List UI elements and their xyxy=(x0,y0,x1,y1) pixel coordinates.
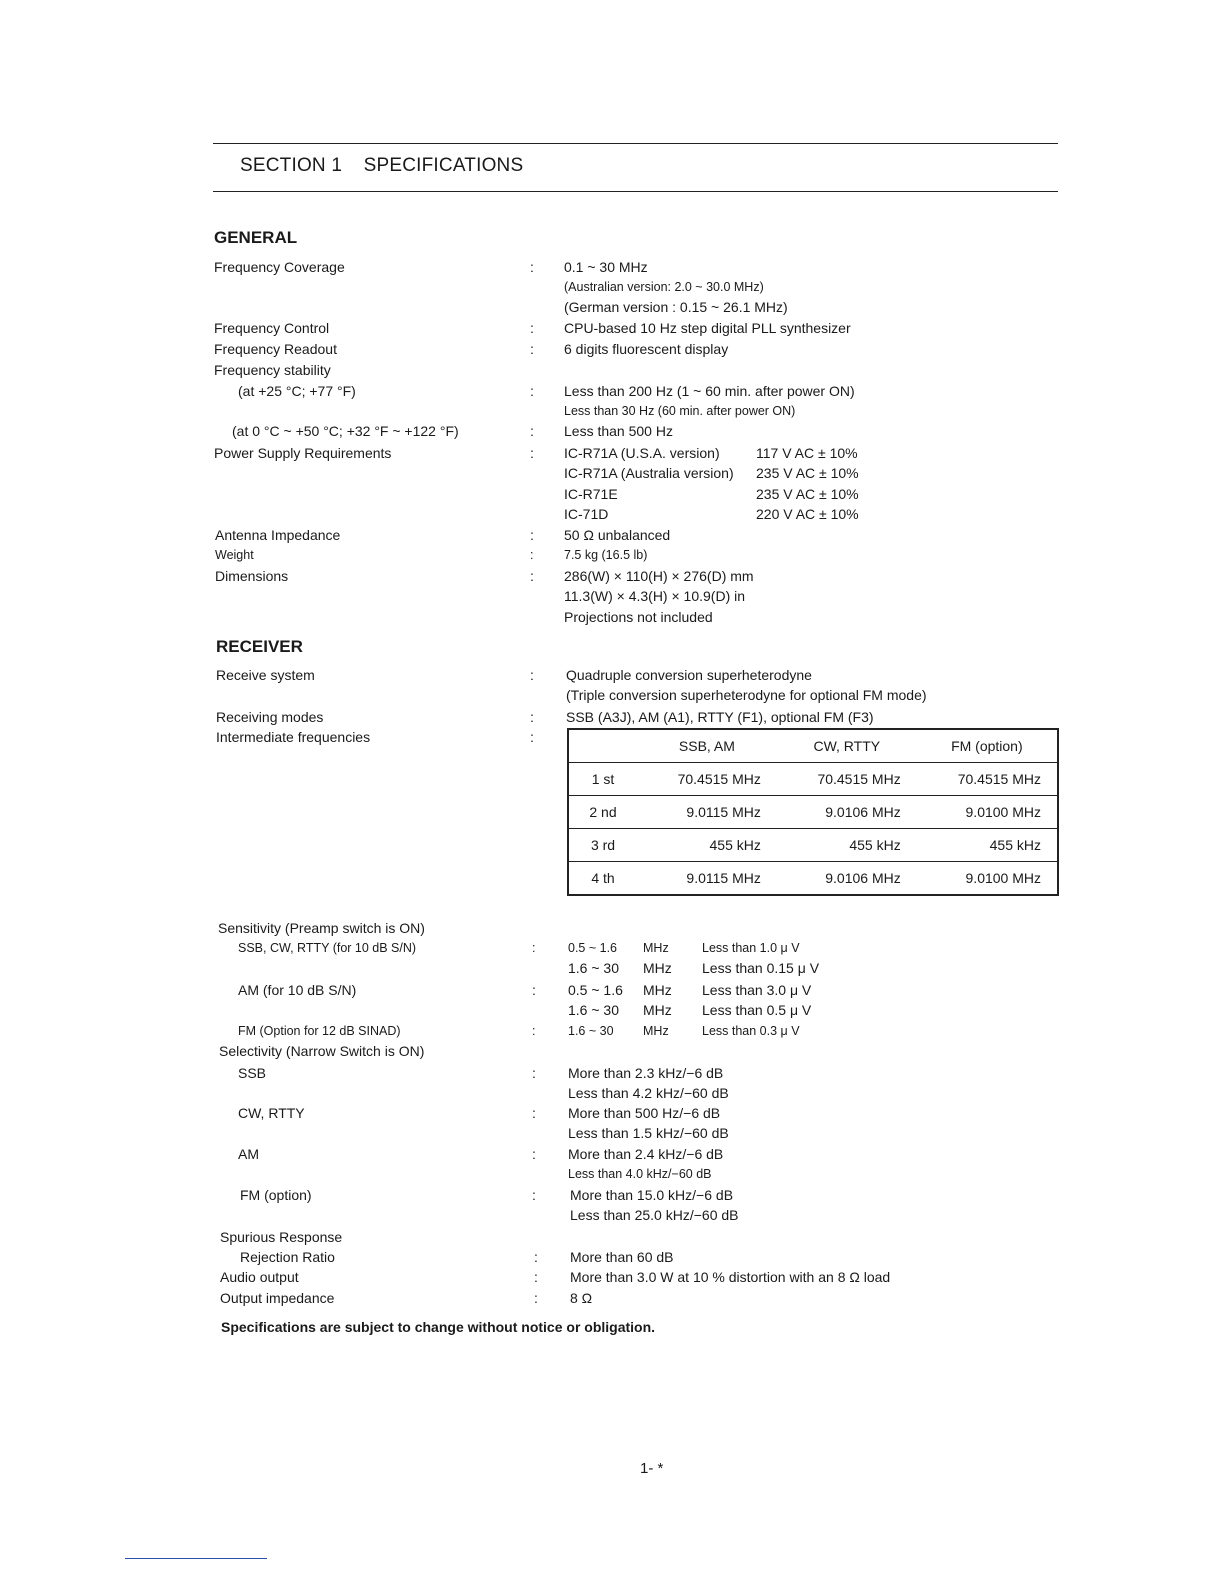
sens-unit: MHz xyxy=(643,982,672,998)
spec-label: Frequency Coverage xyxy=(214,259,345,275)
spec-value: (Triple conversion superheterodyne for optional FM mode) xyxy=(566,687,927,703)
if-value-cell: 70.4515 MHz xyxy=(777,763,917,796)
sens-value: Less than 0.15 μ V xyxy=(702,960,820,976)
spec-label: FM (Option for 12 dB SINAD) xyxy=(238,1024,401,1038)
spec-label: Intermediate frequencies xyxy=(216,729,371,745)
if-value-cell: 9.0106 MHz xyxy=(777,796,917,829)
if-stage-cell: 2 nd xyxy=(568,796,637,829)
spec-value: More than 60 dB xyxy=(570,1249,674,1265)
colon: : xyxy=(530,667,534,683)
if-table xyxy=(567,728,1059,896)
spec-label: CW, RTTY xyxy=(238,1105,305,1121)
if-header-cell: SSB, AM xyxy=(637,729,777,763)
spec-value: (German version : 0.15 ~ 26.1 MHz) xyxy=(564,299,788,315)
spec-label: AM xyxy=(238,1146,259,1162)
spec-label: Weight xyxy=(215,548,254,562)
spec-label: (at +25 °C; +77 °F) xyxy=(238,383,356,399)
section-heading: SPECIFICATIONS xyxy=(363,155,524,176)
if-value-cell: 9.0106 MHz xyxy=(777,862,917,896)
spec-value: Less than 500 Hz xyxy=(564,423,673,439)
colon: : xyxy=(532,1024,536,1038)
spec-label: Frequency Readout xyxy=(214,341,337,357)
sens-range: 0.5 ~ 1.6 xyxy=(568,982,623,998)
bottom-rule xyxy=(213,191,1058,192)
if-value-cell: 9.0115 MHz xyxy=(637,862,777,896)
spec-value: 50 Ω unbalanced xyxy=(564,527,671,543)
spec-value: More than 2.3 kHz/−6 dB xyxy=(568,1065,724,1081)
if-stage-cell: 4 th xyxy=(568,862,637,896)
spec-label: Sensitivity (Preamp switch is ON) xyxy=(218,920,425,936)
sens-value: Less than 1.0 μ V xyxy=(702,941,800,955)
if-table-header xyxy=(568,729,1058,763)
sens-unit: MHz xyxy=(643,1024,669,1038)
spec-label: Receiving modes xyxy=(216,709,324,725)
spec-value: (Australian version: 2.0 ~ 30.0 MHz) xyxy=(564,280,764,294)
spec-value: SSB (A3J), AM (A1), RTTY (F1), optional FM (F3) xyxy=(566,709,874,725)
sens-value: Less than 0.5 μ V xyxy=(702,1002,812,1018)
spec-label: (at 0 °C ~ +50 °C; +32 °F ~ +122 °F) xyxy=(232,423,459,439)
spec-value: CPU-based 10 Hz step digital PLL synthesizer xyxy=(564,320,851,336)
spec-value: More than 2.4 kHz/−6 dB xyxy=(568,1146,724,1162)
if-value-cell: 70.4515 MHz xyxy=(637,763,777,796)
colon: : xyxy=(532,1187,536,1203)
colon: : xyxy=(530,423,534,439)
if-header-cell xyxy=(568,729,637,763)
sens-value: Less than 0.3 μ V xyxy=(702,1024,800,1038)
spec-value: 11.3(W) × 4.3(H) × 10.9(D) in xyxy=(564,588,746,604)
spec-label: AM (for 10 dB S/N) xyxy=(238,982,357,998)
if-value-cell: 455 kHz xyxy=(777,829,917,862)
colon: : xyxy=(530,320,534,336)
colon: : xyxy=(530,548,534,562)
receiver-heading: RECEIVER xyxy=(216,637,303,656)
spec-value: Less than 30 Hz (60 min. after power ON) xyxy=(564,404,796,418)
colon: : xyxy=(530,445,534,461)
power-voltage: 235 V AC ± 10% xyxy=(756,465,859,481)
colon: : xyxy=(530,527,534,543)
spec-label: Receive system xyxy=(216,667,315,683)
power-voltage: 235 V AC ± 10% xyxy=(756,486,859,502)
sens-unit: MHz xyxy=(643,1002,672,1018)
colon: : xyxy=(534,1290,538,1306)
colon: : xyxy=(532,1146,536,1162)
spec-label: Power Supply Requirements xyxy=(214,445,392,461)
power-model: IC-71D xyxy=(564,506,609,522)
disclaimer-note: Specifications are subject to change without notice or obligation. xyxy=(221,1319,656,1335)
colon: : xyxy=(530,568,534,584)
sens-range: 1.6 ~ 30 xyxy=(568,1024,614,1038)
page-number: 1- * xyxy=(640,1460,664,1477)
spec-value: 286(W) × 110(H) × 276(D) mm xyxy=(564,568,754,584)
footer-line xyxy=(125,1558,267,1559)
spec-label: Audio output xyxy=(220,1269,299,1285)
if-value-cell: 9.0100 MHz xyxy=(917,796,1058,829)
section-number: SECTION 1 xyxy=(240,155,343,176)
power-voltage: 220 V AC ± 10% xyxy=(756,506,859,522)
colon: : xyxy=(530,709,534,725)
spec-value: Less than 25.0 kHz/−60 dB xyxy=(570,1207,739,1223)
if-header-cell: FM (option) xyxy=(917,729,1058,763)
colon: : xyxy=(534,1249,538,1265)
sens-range: 1.6 ~ 30 xyxy=(568,960,619,976)
colon: : xyxy=(532,1105,536,1121)
spec-label: Rejection Ratio xyxy=(240,1249,335,1265)
spec-value: 0.1 ~ 30 MHz xyxy=(564,259,648,275)
spec-label: SSB, CW, RTTY (for 10 dB S/N) xyxy=(238,941,417,955)
if-value-cell: 455 kHz xyxy=(637,829,777,862)
power-voltage: 117 V AC ± 10% xyxy=(756,445,858,461)
spec-label: Dimensions xyxy=(215,568,289,584)
spec-value: Less than 200 Hz (1 ~ 60 min. after power ON) xyxy=(564,383,855,399)
spec-value: Less than 4.0 kHz/−60 dB xyxy=(568,1167,712,1181)
spec-value: 6 digits fluorescent display xyxy=(564,341,729,357)
if-value-cell: 9.0100 MHz xyxy=(917,862,1058,896)
spec-label: Antenna Impedance xyxy=(215,527,341,543)
spec-value: 7.5 kg (16.5 lb) xyxy=(564,548,648,562)
table-row xyxy=(568,829,1058,862)
general-heading: GENERAL xyxy=(214,228,298,247)
spec-label: Output impedance xyxy=(220,1290,335,1306)
colon: : xyxy=(534,1269,538,1285)
spec-value: Less than 4.2 kHz/−60 dB xyxy=(568,1085,729,1101)
colon: : xyxy=(530,341,534,357)
sens-range: 1.6 ~ 30 xyxy=(568,1002,619,1018)
sens-value: Less than 3.0 μ V xyxy=(702,982,812,998)
spec-label: Selectivity (Narrow Switch is ON) xyxy=(219,1043,425,1059)
spec-value: More than 500 Hz/−6 dB xyxy=(568,1105,721,1121)
colon: : xyxy=(532,982,536,998)
sens-unit: MHz xyxy=(643,941,669,955)
table-row xyxy=(568,763,1058,796)
sens-range: 0.5 ~ 1.6 xyxy=(568,941,617,955)
power-model: IC-R71E xyxy=(564,486,618,502)
if-value-cell: 9.0115 MHz xyxy=(637,796,777,829)
colon: : xyxy=(532,941,536,955)
spec-value: 8 Ω xyxy=(570,1290,593,1306)
spec-value: More than 15.0 kHz/−6 dB xyxy=(570,1187,734,1203)
if-value-cell: 70.4515 MHz xyxy=(917,763,1058,796)
spec-label: FM (option) xyxy=(240,1187,312,1203)
spec-label: SSB xyxy=(238,1065,267,1081)
if-header-cell: CW, RTTY xyxy=(777,729,917,763)
table-row xyxy=(568,862,1058,896)
spec-value: More than 3.0 W at 10 % distortion with an 8 Ω load xyxy=(570,1269,891,1285)
table-row xyxy=(568,796,1058,829)
power-model: IC-R71A (Australia version) xyxy=(564,465,734,481)
if-stage-cell: 1 st xyxy=(568,763,637,796)
spec-label: Frequency Control xyxy=(214,320,330,336)
colon: : xyxy=(530,259,534,275)
if-stage-cell: 3 rd xyxy=(568,829,637,862)
power-model: IC-R71A (U.S.A. version) xyxy=(564,445,720,461)
sens-unit: MHz xyxy=(643,960,672,976)
colon: : xyxy=(532,1065,536,1081)
spec-value: Less than 1.5 kHz/−60 dB xyxy=(568,1125,729,1141)
spec-label: Spurious Response xyxy=(220,1229,343,1245)
spec-label: Frequency stability xyxy=(214,362,331,378)
colon: : xyxy=(530,383,534,399)
section-title xyxy=(240,155,523,177)
spec-value: Quadruple conversion superheterodyne xyxy=(566,667,812,683)
spec-value: Projections not included xyxy=(564,609,713,625)
if-value-cell: 455 kHz xyxy=(917,829,1058,862)
top-rule xyxy=(213,143,1058,144)
colon: : xyxy=(530,729,534,745)
